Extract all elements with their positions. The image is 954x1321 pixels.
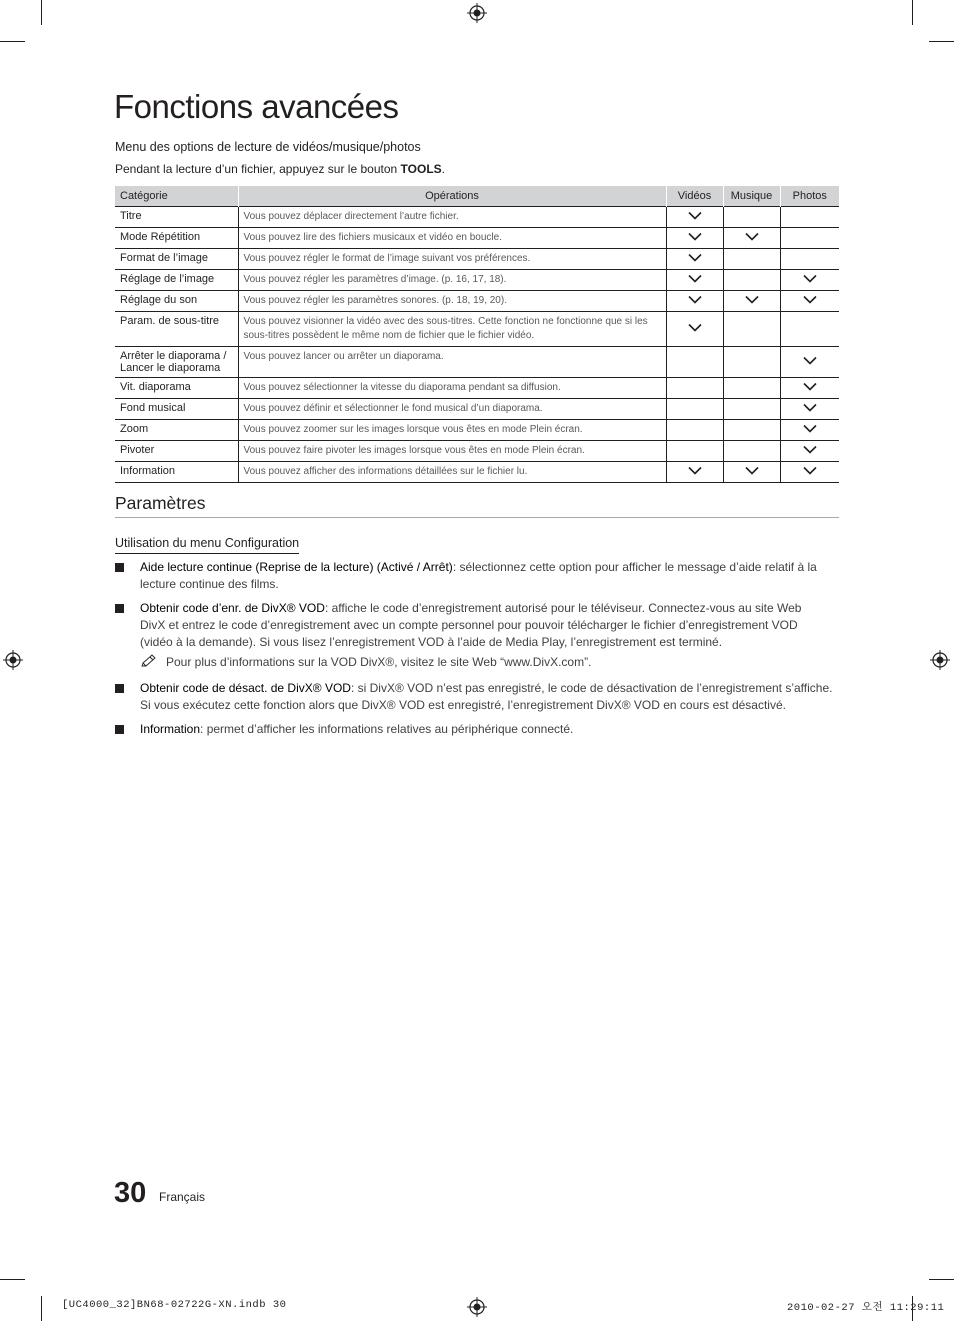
header-musique: Musique — [723, 186, 780, 206]
cell-musique — [723, 461, 780, 482]
tools-button-label: TOOLS — [400, 162, 442, 176]
list-item — [115, 600, 839, 651]
crop-mark — [0, 1279, 25, 1280]
footer-timestamp: 2010-02-27 오전 11:29:11 — [787, 1302, 945, 1314]
intro-end: . — [441, 162, 445, 176]
parametres-title: Paramètres — [115, 493, 206, 513]
cell-videos — [666, 377, 723, 398]
check-mark-icon — [688, 274, 702, 283]
check-mark-icon — [803, 295, 817, 304]
registration-mark-icon — [467, 1297, 487, 1317]
header-videos: Vidéos — [666, 186, 723, 206]
playback-options-table — [115, 186, 839, 483]
registration-mark-icon — [3, 650, 23, 670]
check-mark-icon — [803, 403, 817, 412]
cell-musique — [723, 440, 780, 461]
cell-musique — [723, 419, 780, 440]
list-item — [115, 559, 839, 593]
table-row — [115, 398, 839, 419]
check-mark-icon — [803, 445, 817, 454]
row-operation: Vous pouvez régler le format de l’image suivant vos préférences. — [238, 248, 666, 269]
table-row — [115, 311, 839, 346]
table-row — [115, 346, 839, 377]
list-item — [115, 721, 839, 738]
cell-photos — [780, 248, 839, 269]
table-row — [115, 419, 839, 440]
bullet-square-icon — [115, 725, 124, 734]
cell-musique — [723, 269, 780, 290]
cell-photos — [780, 419, 839, 440]
row-operation: Vous pouvez sélectionner la vitesse du diaporama pendant sa diffusion. — [238, 377, 666, 398]
cell-videos — [666, 346, 723, 377]
cell-videos — [666, 248, 723, 269]
row-category: Information — [115, 461, 238, 482]
row-operation: Vous pouvez régler les paramètres d’image. (p. 16, 17, 18). — [238, 269, 666, 290]
check-mark-icon — [688, 253, 702, 262]
table-row — [115, 377, 839, 398]
page-number: 30 — [114, 1177, 147, 1209]
check-mark-icon — [803, 356, 817, 365]
check-mark-icon — [803, 466, 817, 475]
cell-photos — [780, 346, 839, 377]
item-term: Aide lecture continue (Reprise de la lecture) (Activé / Arrêt) — [140, 560, 453, 574]
row-operation: Vous pouvez visionner la vidéo avec des sous-titres. Cette fonction ne fonctionne que si les sous-titres possèdent le même nom de fichier que le fichier vidéo. — [238, 311, 666, 346]
row-operation: Vous pouvez faire pivoter les images lorsque vous êtes en mode Plein écran. — [238, 440, 666, 461]
row-operation: Vous pouvez afficher des informations détaillées sur le fichier lu. — [238, 461, 666, 482]
check-mark-icon — [688, 211, 702, 220]
table-row — [115, 206, 839, 227]
footer-file: [UC4000_32]BN68-02722G-XN.indb 30 — [62, 1299, 287, 1311]
check-mark-icon — [745, 232, 759, 241]
header-categorie: Catégorie — [115, 186, 238, 206]
row-category: Réglage de l’image — [115, 269, 238, 290]
check-mark-icon — [745, 295, 759, 304]
header-photos: Photos — [780, 186, 839, 206]
row-category: Zoom — [115, 419, 238, 440]
check-mark-icon — [688, 232, 702, 241]
cell-musique — [723, 346, 780, 377]
check-mark-icon — [745, 466, 759, 475]
crop-mark — [912, 0, 913, 25]
bullet-square-icon — [115, 563, 124, 572]
row-category: Réglage du son — [115, 290, 238, 311]
table-row — [115, 248, 839, 269]
table-row — [115, 440, 839, 461]
menu-label: Utilisation du menu Configuration — [115, 536, 299, 554]
cell-videos — [666, 461, 723, 482]
note-text: Pour plus d’informations sur la VOD DivX®, visitez le site Web “www.DivX.com”. — [166, 655, 592, 669]
cell-musique — [723, 377, 780, 398]
options-intro — [115, 162, 445, 176]
pencil-note-icon — [140, 654, 158, 668]
row-category: Param. de sous-titre — [115, 311, 238, 346]
table-row — [115, 461, 839, 482]
registration-mark-icon — [467, 3, 487, 23]
cell-photos — [780, 377, 839, 398]
cell-musique — [723, 311, 780, 346]
page-title: Fonctions avancées — [114, 88, 399, 125]
cell-videos — [666, 290, 723, 311]
crop-mark — [41, 0, 42, 25]
row-operation: Vous pouvez déplacer directement l’autre fichier. — [238, 206, 666, 227]
table-header-row — [115, 186, 839, 206]
cell-photos — [780, 311, 839, 346]
item-desc: : affiche le code d’enregistrement autorisé pour le téléviseur. Connectez-vous au site Web DivX et entrez le code d’enregistrement avec un compte personnel pour pouvoir télécharger le fichier d’enregistrement VOD (vidéo à la demande). Si vous lisez l’enregistrement VOD à l’aide de Media Play, l’enregistrement est terminé. — [140, 601, 802, 649]
table-row — [115, 269, 839, 290]
cell-videos — [666, 311, 723, 346]
row-operation: Vous pouvez régler les paramètres sonores. (p. 18, 19, 20). — [238, 290, 666, 311]
cell-videos — [666, 398, 723, 419]
check-mark-icon — [688, 295, 702, 304]
list-item — [115, 680, 839, 714]
row-category: Arrêter le diaporama / Lancer le diaporama — [115, 346, 238, 377]
check-mark-icon — [803, 274, 817, 283]
cell-photos — [780, 398, 839, 419]
intro-text: Pendant la lecture d’un fichier, appuyez sur le bouton — [115, 162, 401, 176]
row-category: Pivoter — [115, 440, 238, 461]
cell-photos — [780, 227, 839, 248]
cell-photos — [780, 461, 839, 482]
item-desc: : si DivX® VOD n’est pas enregistré, le code de désactivation de l’enregistrement s’affiche. Si vous exécutez cette fonction alors que DivX® VOD est enregistré, l’enregistrement DivX® VOD en cours est désactivé. — [140, 681, 833, 712]
crop-mark — [0, 41, 25, 42]
cell-photos — [780, 269, 839, 290]
options-heading: Menu des options de lecture de vidéos/musique/photos — [115, 140, 421, 154]
crop-mark — [929, 41, 954, 42]
check-mark-icon — [803, 382, 817, 391]
cell-videos — [666, 440, 723, 461]
check-mark-icon — [688, 323, 702, 332]
cell-photos — [780, 290, 839, 311]
row-category: Vit. diaporama — [115, 377, 238, 398]
row-operation: Vous pouvez lancer ou arrêter un diaporama. — [238, 346, 666, 377]
crop-mark — [929, 1279, 954, 1280]
cell-musique — [723, 206, 780, 227]
registration-mark-icon — [930, 650, 950, 670]
cell-videos — [666, 269, 723, 290]
cell-videos — [666, 206, 723, 227]
cell-videos — [666, 419, 723, 440]
cell-musique — [723, 227, 780, 248]
item-term: Information — [140, 722, 201, 736]
bullet-square-icon — [115, 684, 124, 693]
item-term: Obtenir code d’enr. de DivX® VOD — [140, 601, 325, 615]
crop-mark — [41, 1296, 42, 1321]
table-row — [115, 290, 839, 311]
item-desc: : sélectionnez cette option pour afficher le message d’aide relatif à la lecture continue des films. — [140, 560, 817, 591]
item-term: Obtenir code de désact. de DivX® VOD — [140, 681, 351, 695]
row-operation: Vous pouvez définir et sélectionner le fond musical d’un diaporama. — [238, 398, 666, 419]
row-operation: Vous pouvez zoomer sur les images lorsque vous êtes en mode Plein écran. — [238, 419, 666, 440]
cell-musique — [723, 398, 780, 419]
check-mark-icon — [803, 424, 817, 433]
page-language: Français — [159, 1190, 206, 1204]
table-row — [115, 227, 839, 248]
row-category: Fond musical — [115, 398, 238, 419]
check-mark-icon — [688, 466, 702, 475]
item-desc: : permet d’afficher les informations relatives au périphérique connecté. — [200, 722, 574, 736]
cell-musique — [723, 248, 780, 269]
cell-photos — [780, 440, 839, 461]
bullet-square-icon — [115, 604, 124, 613]
cell-musique — [723, 290, 780, 311]
cell-videos — [666, 227, 723, 248]
row-category: Titre — [115, 206, 238, 227]
header-operations: Opérations — [238, 186, 666, 206]
row-operation: Vous pouvez lire des fichiers musicaux et vidéo en boucle. — [238, 227, 666, 248]
row-category: Format de l’image — [115, 248, 238, 269]
divx-note — [140, 654, 591, 669]
cell-photos — [780, 206, 839, 227]
row-category: Mode Répétition — [115, 227, 238, 248]
section-divider — [115, 517, 839, 518]
